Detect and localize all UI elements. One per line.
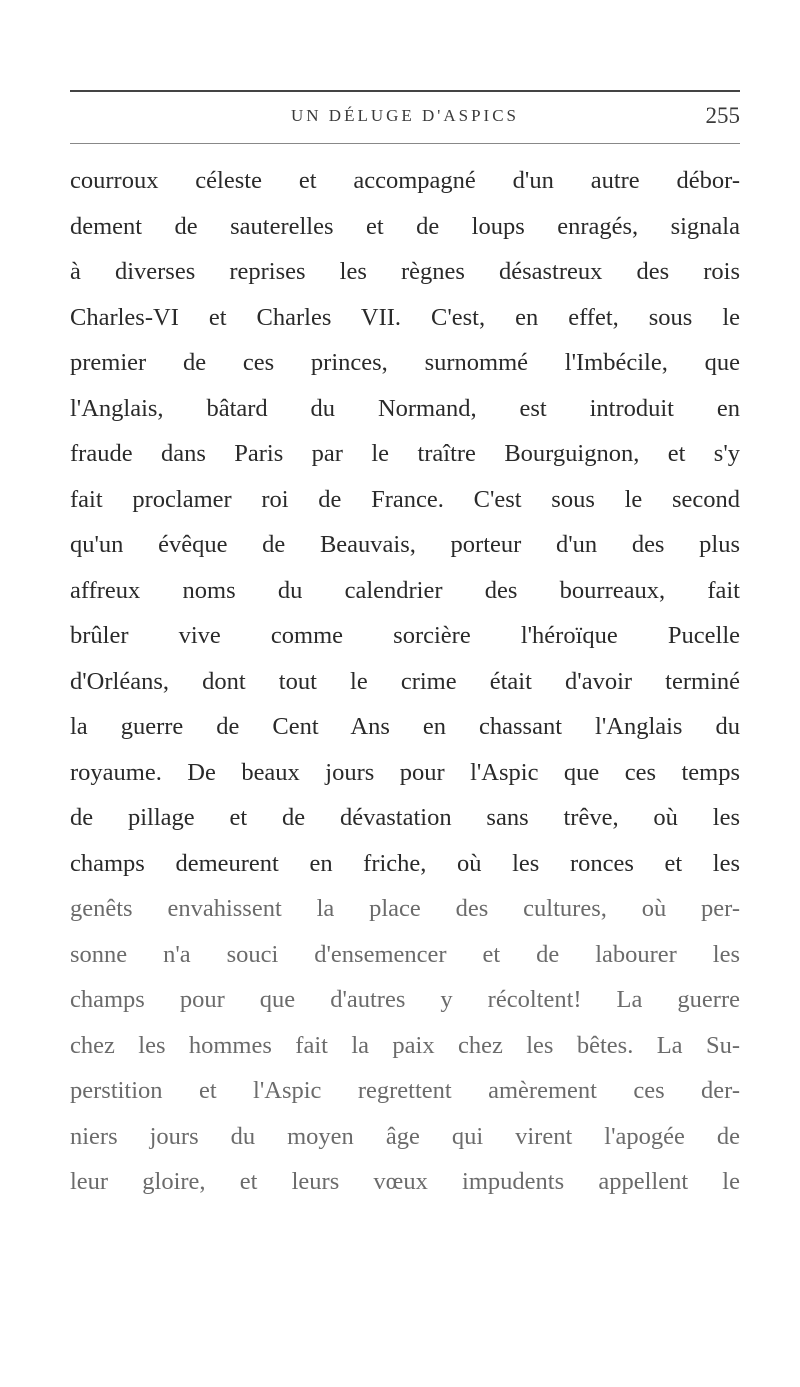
text-line: d'Orléans, dont tout le crime était d'avoir terminé bbox=[70, 667, 740, 695]
text-line: de pillage et de dévastation sans trêve, où les bbox=[70, 804, 740, 831]
page-number: 255 bbox=[705, 103, 740, 128]
text-line: l'Anglais, bâtard du Normand, est introduit en bbox=[70, 394, 740, 422]
text-line: sonne n'a souci d'ensemencer et de labourer les bbox=[70, 940, 740, 968]
text-line: royaume. De beaux jours pour l'Aspic que ces temps bbox=[70, 758, 740, 786]
text-line: genêts envahissent la place des cultures, où per- bbox=[70, 895, 740, 922]
text-line: fraude dans Paris par le traître Bourguignon, et s'y bbox=[70, 440, 740, 467]
text-line: chez les hommes fait la paix chez les bêtes. La Su- bbox=[70, 1031, 740, 1059]
text-line: à diverses reprises les règnes désastreux des rois bbox=[70, 258, 740, 285]
running-header bbox=[70, 103, 740, 134]
text-line: fait proclamer roi de France. C'est sous le second bbox=[70, 485, 740, 513]
text-line: premier de ces princes, surnommé l'Imbécile, que bbox=[70, 349, 740, 376]
text-line: champs pour que d'autres y récoltent! La guerre bbox=[70, 986, 740, 1013]
text-line: leur gloire, et leurs vœux impudents appellent le bbox=[70, 1168, 740, 1195]
body-text bbox=[70, 158, 740, 1205]
text-line: champs demeurent en friche, où les ronces et les bbox=[70, 849, 740, 877]
text-line: affreux noms du calendrier des bourreaux, fait bbox=[70, 576, 740, 604]
text-line: dement de sauterelles et de loups enragés, signala bbox=[70, 212, 740, 240]
text-line: la guerre de Cent Ans en chassant l'Anglais du bbox=[70, 713, 740, 740]
text-line: niers jours du moyen âge qui virent l'apogée de bbox=[70, 1122, 740, 1150]
text-line: Charles-VI et Charles VII. C'est, en effet, sous le bbox=[70, 303, 740, 331]
text-line: qu'un évêque de Beauvais, porteur d'un des plus bbox=[70, 531, 740, 558]
text-line: perstition et l'Aspic regrettent amèrement ces der- bbox=[70, 1077, 740, 1104]
text-line: brûler vive comme sorcière l'héroïque Pucelle bbox=[70, 622, 740, 649]
running-title: UN DÉLUGE D'ASPICS bbox=[290, 106, 520, 125]
header-rule bbox=[70, 143, 740, 144]
top-rule bbox=[70, 90, 740, 92]
text-line: courroux céleste et accompagné d'un autre débor- bbox=[70, 167, 740, 194]
